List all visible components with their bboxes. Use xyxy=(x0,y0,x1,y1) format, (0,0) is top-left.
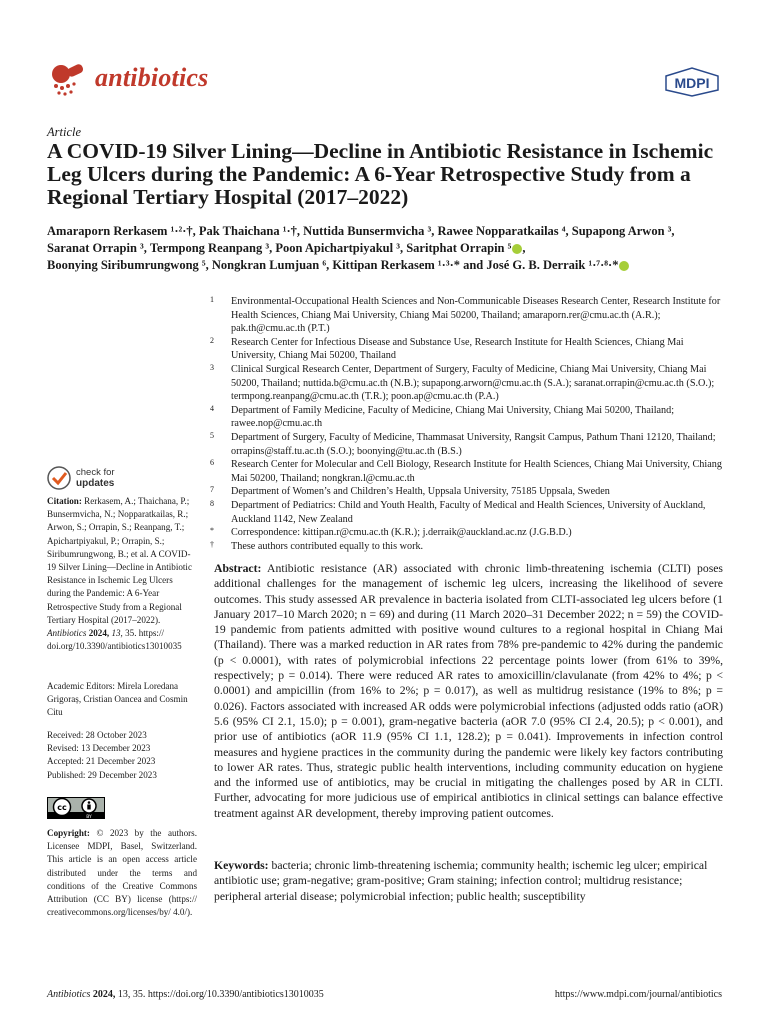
journal-name: antibiotics xyxy=(95,63,209,92)
affiliation-text: Research Center for Infectious Disease and Substance Use, Research Institute for Health Sciences, Chiang Mai University, Chiang Mai 50200, Thailand xyxy=(231,336,684,362)
copyright-notice xyxy=(47,827,197,919)
abstract-label: Abstract: xyxy=(214,562,262,575)
affiliation-number: * xyxy=(210,526,214,536)
affiliation-text: Clinical Surgical Research Center, Department of Surgery, Faculty of Medicine, Chiang Mai University, Chiang Mai 50200, Thailand; nuttida.b@cmu.ac.th (N.B.); supapong.arworn@cmu.ac.th (S.A.); saranat.orrapin@cmu.ac.th (S.O.); termpong.reanpang@cmu.ac.th (T.R.); poon.ap@cmu.ac.th (P.A.) xyxy=(231,363,715,403)
date-revised: Revised: 13 December 2023 xyxy=(47,743,151,754)
affiliation-number: † xyxy=(210,539,214,549)
mdpi-logo[interactable] xyxy=(664,66,720,98)
check-for-updates-icon xyxy=(47,466,71,490)
publisher-name: MDPI xyxy=(674,75,710,91)
authors-line-3-wrap xyxy=(47,257,737,274)
keywords xyxy=(214,858,723,904)
journal-logo-icon xyxy=(47,60,89,100)
affiliation-item xyxy=(210,485,725,499)
copyright-label: Copyright: xyxy=(47,828,90,838)
affiliation-text: These authors contributed equally to this work. xyxy=(231,540,424,552)
citation-text: Rerkasem, A.; Thaichana, P.; Bunsermvicha, N.; Nopparatkailas, R.; Arwon, S.; Orrapin, S.; Reanpang, T.; Apichartpiyakul, P.; Orrapin, S.; Siribumrungwong, B.; et al. A COVID-19 Silver Lining—Decline in Antibiotic Resistance in Ischemic Leg Ulcers during the Pandemic: A 6-Year Retrospective Study from a Regional Tertiary Hospital (2017–2022). xyxy=(47,496,192,625)
affiliation-item xyxy=(210,363,725,404)
check-for-updates-label xyxy=(76,467,115,489)
keywords-text: bacteria; chronic limb-threatening ischemia; community health; ischemic leg ulcer; empirical antibiotic use; gram-negative; gram-positive; Gram staining; infection control; multidrug resistance; peripheral arterial disease; polymicrobial infection; public health; susceptibility xyxy=(214,859,708,903)
affiliation-item xyxy=(210,336,725,363)
citation-label: Citation: xyxy=(47,496,82,506)
publication-dates xyxy=(47,729,197,782)
date-received: Received: 28 October 2023 xyxy=(47,730,147,740)
authors-line-2: Saranat Orrapin ³, Termpong Reanpang ³, Poon Apichartpiyakul ³, Saritphat Orrapin ⁵ xyxy=(47,241,512,255)
academic-editors: Academic Editors: Mirela Loredana Grigoraș, Cristian Oancea and Cosmin Citu xyxy=(47,681,188,718)
citation-journal: Antibiotics xyxy=(47,628,87,639)
footer-journal: Antibiotics xyxy=(47,989,91,1000)
affiliation-number: 4 xyxy=(210,403,214,413)
affiliation-text: Department of Women’s and Children’s Health, Uppsala University, 75185 Uppsala, Sweden xyxy=(231,486,610,498)
authors-line-3: Boonying Siribumrungwong ⁵, Nongkran Lumjuan ⁶, Kittipan Rerkasem ¹·³·* and José G. B. Derraik ¹·⁷·⁸·* xyxy=(47,258,619,272)
affiliation-number: 3 xyxy=(210,362,214,372)
affiliation-text: Research Center for Molecular and Cell Biology, Research Institute for Health Sciences, Chiang Mai University, Chiang Mai 50200, Thailand; nongkran.l@cmu.ac.th xyxy=(231,459,722,484)
correspondence xyxy=(210,526,725,540)
article-title: A COVID-19 Silver Lining—Decline in Antibiotic Resistance in Ischemic Leg Ulcers during the Pandemic: A 6-Year Retrospective Study from a Regional Tertiary Hospital (2017–2022) xyxy=(47,139,714,209)
check-for-updates-button[interactable] xyxy=(47,466,167,494)
cc-by-license-icon[interactable] xyxy=(47,797,105,819)
citation-volume: 13, xyxy=(111,628,123,639)
affiliation-number: 7 xyxy=(210,485,214,495)
affiliation-item xyxy=(210,458,725,485)
equal-contribution-note xyxy=(210,540,725,554)
author-list xyxy=(47,223,737,274)
citation-year: 2024, xyxy=(88,628,110,639)
affiliation-text: Correspondence: kittipan.r@cmu.ac.th (K.R.); j.derraik@auckland.ac.nz (J.G.B.D.) xyxy=(231,527,572,539)
affiliation-text: Department of Family Medicine, Faculty of Medicine, Chiang Mai University, Chiang Mai 50200, Thailand; rawee.nop@cmu.ac.th xyxy=(231,404,675,430)
affiliation-item xyxy=(210,499,725,526)
abstract xyxy=(214,561,723,821)
affiliation-text: Environmental-Occupational Health Sciences and Non-Communicable Diseases Research Center, Research Institute for Health Sciences, Chiang Mai University, Chiang Mai 50200, Thailand; amaraporn.rer@cmu.ac.th (A.R.); pak.th@cmu.ac.th (P.T.) xyxy=(231,296,721,335)
affiliation-number: 2 xyxy=(210,335,214,345)
footer-citation xyxy=(47,989,324,1000)
affiliation-item xyxy=(210,431,725,458)
affiliation-number: 1 xyxy=(210,295,214,304)
abstract-text: Antibiotic resistance (AR) associated with chronic limb-threatening ischemia (CLTI) poses additional challenges for the management of ischemic leg ulcers, increasing the likelihood of severe outcomes. This study assessed AR prevalence in bacteria isolated from CLTI-associated leg ulcers before (1 January 2017–10 March 2020; n = 69) and during (11 March 2020–31 December 2022; n = 59) the COVID-19 pandemic from patients admitted with positive wound cultures to a regional hospital in Chiang Mai (Thailand). There was a marked reduction in AR rates from 78% pre-pandemic to 42% during the pandemic (p < 0.0001), with rates of polymicrobial infections 22 percentage points lower (from 61% to 39%, respectively; p = 0.014). There were reduced AR rates to amoxicillin/clavulanate (from 42% to 4%; p < 0.0001) and ampicillin (from 16% to 2%; p = 0.017), as well as multidrug resistance (19% to 8%; p = 0.026). Factors associated with increased AR odds were polymicrobial infections (adjusted odds ratio (aOR) 5.6 (95% CI 2.1, 15.0); p = 0.001), gram-negative bacteria (aOR 7.0 (95% CI 2.4, 20.5); p < 0.001), and prior use of antibiotics (aOR 11.9 (95% CI 1.1, 128.2); p = 0.041). Improvements in infection control measures and hygiene practices in the community during the pandemic were likely key factors contributing to lower AR rates. Thus, strategic public health interventions, including community education on hygiene and the informed use of antibiotics, may be crucial in mitigating the challenges posed by AR in CLTI. Further, advocating for more judicious use of empirical antibiotics in clinical settings can balance effective treatment against AR development, thereby improving patient outcomes. xyxy=(214,562,723,820)
affiliation-text: Department of Surgery, Faculty of Medicine, Thammasat University, Rangsit Campus, Pathum Thani 12120, Thailand; orrapins@staff.tu.ac.th (S.O.); boonying@tu.ac.th (B.S.) xyxy=(231,431,716,457)
article-type: Article xyxy=(47,125,82,139)
citation xyxy=(47,495,197,653)
footer-doi-link[interactable]: 13, 35. https://doi.org/10.3390/antibiotics13010035 xyxy=(117,989,324,1000)
date-accepted: Accepted: 21 December 2023 xyxy=(47,756,156,767)
affiliation-number: 6 xyxy=(210,458,214,468)
footer-year: 2024, xyxy=(92,989,116,1000)
check-label: check for xyxy=(76,467,115,478)
keywords-label: Keywords: xyxy=(214,859,269,872)
affiliation-number: 5 xyxy=(210,430,214,440)
affiliations xyxy=(210,295,725,553)
citation-doi-link[interactable]: 35. https:// doi.org/10.3390/antibiotics13010035 xyxy=(47,628,182,652)
affiliation-number: 8 xyxy=(210,498,214,508)
svg-text:BY: BY xyxy=(86,815,92,819)
authors-line-2-wrap: Saranat Orrapin ³, Termpong Reanpang ³, Poon Apichartpiyakul ³, Saritphat Orrapin ⁵ , xyxy=(47,241,526,255)
affiliation-item xyxy=(210,404,725,431)
affiliation-text: Department of Pediatrics: Child and Youth Health, Faculty of Medical and Health Sciences, University of Auckland, Auckland 1142, New Zealand xyxy=(231,499,706,525)
authors-line-1: Amaraporn Rerkasem ¹·²·†, Pak Thaichana ¹·†, Nuttida Bunsermvicha ³, Rawee Nopparatkailas ⁴, Supapong Arwon ³, xyxy=(47,224,675,238)
affiliation-item xyxy=(210,295,725,336)
svg-text:cc: cc xyxy=(57,803,67,812)
updates-label: updates xyxy=(76,478,115,489)
footer-journal-url[interactable]: https://www.mdpi.com/journal/antibiotics xyxy=(554,989,722,1000)
copyright-text: © 2023 by the authors. Licensee MDPI, Basel, Switzerland. This article is an open access article distributed under the terms and conditions of the Creative Commons Attribution (CC BY) license (https:// creativecommons.org/licenses/by/ 4.0/). xyxy=(47,828,197,918)
orcid-icon[interactable] xyxy=(619,261,629,271)
orcid-icon[interactable] xyxy=(512,244,522,254)
date-published: Published: 29 December 2023 xyxy=(47,769,157,780)
